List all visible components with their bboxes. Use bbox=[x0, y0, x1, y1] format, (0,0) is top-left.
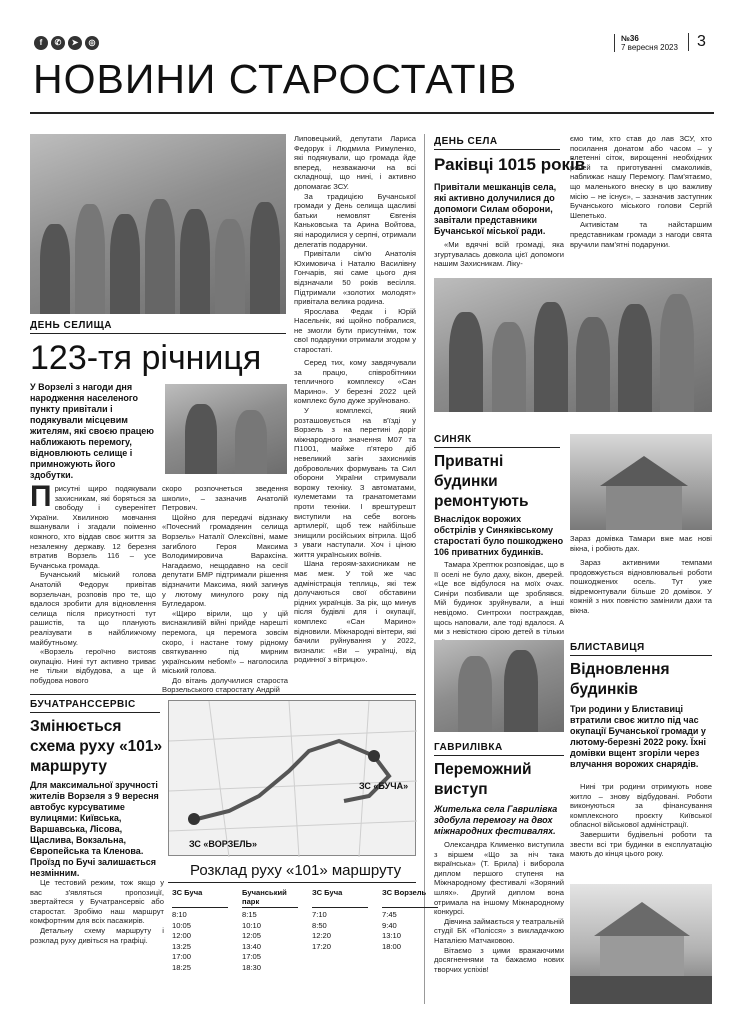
schedule-rule bbox=[168, 882, 416, 883]
headline-blystavytsia: Відновлення будинків bbox=[570, 661, 670, 698]
social-icons bbox=[34, 36, 99, 50]
schedule-time: 17:20 bbox=[312, 941, 332, 951]
syniak-house-photo bbox=[570, 434, 712, 530]
telegram-icon[interactable]: ➤ bbox=[68, 36, 82, 50]
blystavytsia-body bbox=[570, 782, 712, 878]
selyshche-group-photo bbox=[30, 134, 286, 314]
section-label: БЛИСТАВИЦЯ bbox=[570, 642, 645, 653]
paragraph: скоро розпочнеться зведення школи», – зазначив Анатолій Петрович. bbox=[162, 484, 288, 513]
issue-number: №36 bbox=[621, 34, 639, 43]
paragraph: Липовецький, депутати Лариса Федорук і Людмила Римуленко, які подякували, що громада йде вперед, незважаючи на всі складнощі, що нині, і активно допомагає ЗСУ. bbox=[294, 134, 416, 191]
paragraph: Щойно для передачі відзнаку «Почесний громадянин селища Ворзель» Наталії Олексіївні, маме загиблого Героя Максима Володимировича Вараксіна. Нагадаємо, нещодавно на сесії депутати БМР підтримали рішення відзначити Максима, який загинув у лютому минулого року під Бугледаром. bbox=[162, 512, 288, 609]
headline-syniak: Приватні будинки ремонтують bbox=[434, 453, 529, 510]
paragraph: «Ворзель героїчно вистояв окупацію. Нині тут активно триває не тільки відбудова, а ще й побудова нового bbox=[30, 647, 156, 685]
section-rule bbox=[434, 149, 560, 150]
paragraph: Детальну схему маршруту і розклад руху дивіться на графіці. bbox=[30, 925, 164, 945]
rakivtsi-group-photo bbox=[434, 278, 712, 412]
paragraph: Бучанський міський голова Анатолій Федорук привітав ворзельчан, розповів про те, що вдалося зробити для відновлення селища після присутності тут рашистів, та що планують реалізувати в найближчому майбутньому. bbox=[30, 570, 156, 647]
schedule-time: 8:50 bbox=[312, 920, 327, 930]
paragraph: Зараз активними темпами продовжується відновлювальні роботи пошкоджених осель. Тут уже відремонтували більше 20 домівок. У кожній з них повністю замінили дахи та вікна. bbox=[570, 558, 712, 615]
lead-bus: Для максимальної зручності жителів Ворзеля з 9 вересня автобус курсуватиме вулицями: Київська, Варшавська, Лісова, Щаслива, Вокзальна, Європейська та Кленова. Проїзд по Бучі залишається незмінним. bbox=[30, 780, 159, 878]
paragraph: Дівчина займається у театральній студії БК «Полісся» з викладачкою Наталією Матчаковою. bbox=[434, 916, 564, 945]
lead-selyshche: У Ворзелі з нагоди дня народження населеного пункту привітали і подякували місцевим жителям, які своєю працею наближають перемогу, відновлюють селище і примножують його здобутки. bbox=[30, 382, 154, 480]
stop-marker bbox=[188, 813, 200, 825]
schedule-column bbox=[382, 888, 438, 973]
schedule-time: 12:00 bbox=[172, 931, 192, 940]
lead-hruzivka: Жителька села Гаврилівка здобула перемогу на двох міжнародних фестивалях. bbox=[434, 804, 558, 836]
schedule-column bbox=[312, 888, 368, 973]
schedule-column bbox=[242, 888, 298, 973]
headline-hruzivka: Переможний виступ bbox=[434, 761, 532, 798]
headline-rakivtsi: Раківці 1015 років bbox=[434, 155, 586, 174]
schedule-time: 7:10 bbox=[312, 910, 327, 919]
section-label: СИНЯК bbox=[434, 434, 472, 445]
paragraph: Серед тих, кому завдячували за працю, співробітники тепличного комплексу «Сан Марино». У березні 2022 цей комплекс було дуже зруйновано. bbox=[294, 358, 416, 406]
page-number: 3 bbox=[688, 33, 706, 51]
schedule-time: 7:45 bbox=[382, 910, 397, 919]
schedule-time: 12:20 bbox=[312, 931, 332, 940]
section-rule bbox=[570, 655, 712, 656]
paragraph: Олександра Клименко виступила з віршем «Що за ніч така вкраїнська» (Т. Брила) і виборола диплом першого ступеня на Міжнародному фестивалі «Зоряний шлях». Другий диплом вона отримала на іншому Міжнародному конкурсі. bbox=[434, 840, 564, 917]
paragraph: У комплексі, який розташовується на в'їзді у Ворзель з на перетині доріг міжнародного значення М07 та П1001, майже п'ятеро діб невеликий загін захисників добровольчих формувань та Сил оборони України стримували ворожу техніку. З автоматами, кулеметами та гранатометами проти техніки. І врештурешт виступили на себе вогонь артилерії, щоб теж найбільше знищили російських вітрила. Щоб з уваги наступали. Хоч і ціною життя українських воїнів. bbox=[294, 405, 416, 559]
schedule-time: 13:40 bbox=[242, 941, 262, 951]
rakivtsi-col-2 bbox=[570, 134, 712, 274]
schedule-time: 8:15 bbox=[242, 910, 257, 919]
bus-body bbox=[30, 878, 164, 1004]
paragraph: Тамара Хрептюк розповідає, що в її оселі не було даху, вікон, дверей. «Це все відбулося на моїх очах. Синіри позбивали ще зроблявся. Мій будинок зруйнували, а інші невідомо. Синтрохи постраждав, щось наповали, але тоді вдалося. А ми з невісткою сірою детей в тільки bbox=[434, 560, 564, 637]
schedule-time: 17:05 bbox=[242, 952, 262, 961]
paragraph: рисутні щиро подякували захисникам, які боряться за свободу і суверенітет України. Хвилиною мовчання вшанували і згадали поіменно кожного, хто віддав своє життя за незалежну державу. 12 березня втратив Ворзель 116 – усе Бучанська громада. bbox=[30, 484, 156, 570]
issue-date: 7 вересня 2023 bbox=[621, 43, 678, 52]
schedule-column bbox=[172, 888, 228, 973]
map-label-bucha: ЗС «БУЧА» bbox=[359, 781, 409, 791]
schedule-time: 18:25 bbox=[172, 962, 192, 972]
schedule-table bbox=[172, 888, 438, 973]
instagram-icon[interactable]: ◎ bbox=[85, 36, 99, 50]
paragraph: ємо тим, хто став до лав ЗСУ, хто посилання донатом або часом – у плетенні сіток, вирощенні необхідних речей та приготуванні смаколиків, наближає нашу Перемогу. Пам'ятаємо, що маленького внеску в цю важливу місію – не існує», – зазначив заступник Бучанського міського голови Сергій Шепетько. bbox=[570, 134, 712, 220]
section-rule bbox=[30, 694, 416, 695]
masthead-rule bbox=[30, 112, 714, 114]
photo-caption: Зараз домівка Тамари вже має нові вікна, і робіють дах. bbox=[570, 534, 712, 553]
paragraph: «Ми вдячні всій громаді, яка згуртувалась довкола цієї допомоги нашим Захисникам. Ліку- bbox=[434, 240, 564, 269]
lead-blystavytsia: Три родини у Блиставиці втратили своє житло під час окупації Бучанської громади у лютому-березні 2022 року. Їхні домівки вщент згоріли через влучання ворожих снарядів. bbox=[570, 704, 707, 769]
section-label: ДЕНЬ СЕЛА bbox=[434, 136, 498, 147]
section-rule bbox=[30, 712, 160, 713]
schedule-title: Розклад руху «101» маршруту bbox=[190, 862, 402, 879]
stop-marker bbox=[368, 750, 380, 762]
selyshche-col-3-bottom bbox=[294, 358, 416, 706]
route-map[interactable] bbox=[168, 700, 416, 856]
selyshche-col-1 bbox=[30, 480, 156, 706]
section-rule bbox=[434, 447, 560, 448]
headline-bus: Змінюється схема руху «101» маршруту bbox=[30, 718, 163, 775]
schedule-header: ЗС Буча bbox=[172, 888, 228, 908]
selyshche-col-3-top bbox=[294, 134, 416, 354]
paragraph: Привітали сім'ю Анатолія Юхимовича і Наталю Василівну Гончарів, які саме цього дня відзначали 50 років весілля. Підтримали «золотих молодят» привітала велика родина. bbox=[294, 249, 416, 307]
paragraph: Ярослава Федак і Юрій Насельнік, які щойно побралися, не змогли бути присутніми, тож свої подарунки отримали згодом у старостаті. bbox=[294, 306, 416, 355]
paragraph: Активістам та найстаршим представникам громади з нагоди свята вручили пам'ятні подарунки. bbox=[570, 220, 712, 249]
schedule-header: ЗС Буча bbox=[312, 888, 368, 908]
paragraph: Це тестовий режим, тож якщо у вас з'являться пропозиції, звертайтеся у Бучатрансервіс або старостат. Зробімо наш маршрут комфортним для всіх пасажирів. bbox=[30, 878, 164, 926]
section-rule bbox=[30, 333, 286, 334]
schedule-time: 10:10 bbox=[242, 920, 262, 930]
paragraph: Завершити будівельні роботи та звести всі три будинки в експлуатацію мають до кінця цього року. bbox=[570, 829, 712, 859]
schedule-time: 9:40 bbox=[382, 920, 397, 930]
hruzivka-photo bbox=[434, 640, 564, 732]
award-photo bbox=[165, 384, 287, 474]
facebook-icon[interactable]: f bbox=[34, 36, 48, 50]
section-label: ГАВРИЛІВКА bbox=[434, 742, 503, 753]
paragraph: «Щиро вірили, що у цій виснажливій війні прийде нарешті перемога, ця перемога зовсім скоро, і настане тому рідному святкуванню під мирним українським небом!» – наголосила міський голова. bbox=[162, 608, 288, 676]
schedule-header: Бучанський парк bbox=[242, 888, 298, 908]
section-label: БУЧАТРАНССЕРВІС bbox=[30, 699, 136, 710]
lead-rakivtsi: Привітали мешканців села, які активно долучилися до допомоги Силам оборони, завітали представники Бучанської міської ради. bbox=[434, 182, 557, 236]
lead-syniak: Внаслідок ворожих обстрілів у Синяківському старостаті було пошкоджено 106 приватних будинків. bbox=[434, 514, 564, 557]
schedule-time: 13:10 bbox=[382, 931, 402, 940]
issue-info bbox=[614, 34, 678, 52]
paragraph: Вітаємо з цими вражаючими досягненнями та бажаємо нових творчих успіхів! bbox=[434, 945, 564, 974]
hruzivka-body bbox=[434, 840, 564, 1004]
schedule-time: 17:00 bbox=[172, 952, 192, 961]
paragraph: За традицією Бучанської громади у День селища щасливі батьки немовлят Євгенія Каньковська та Арина Войтова, які народилися у серпні, отримали делегатів подарунки. bbox=[294, 191, 416, 249]
paragraph: Нині три родини отримують нове житло – знову відбудовані. Роботи виконуються за фінансування комплексного проєкту Київської обласної військової адміністрації. bbox=[570, 782, 712, 830]
section-label: ДЕНЬ СЕЛИЩА bbox=[30, 320, 112, 331]
schedule-time: 8:10 bbox=[172, 910, 187, 919]
paragraph: До вітань долучилися староста Ворзельського старостату Андрій bbox=[162, 675, 288, 695]
syniak-col-2 bbox=[570, 558, 712, 624]
section-rule bbox=[434, 755, 564, 756]
paragraph: Шана героям-захисникам не має меж. У той же час адміністрація теплиць, які теж долучаються свої обставини рідних українців. За рік, що минув після будівлі для і окупації, комплекс «Сан Марино» відновили. Міжнародні вінтери, які бачили руйнування у 2022, визнали: «Ви – українці, від родинної з вітрицю». bbox=[294, 559, 416, 665]
headline-selyshche: 123-тя річниця bbox=[30, 339, 262, 377]
syniak-col-1 bbox=[434, 560, 564, 637]
rakivtsi-col-1 bbox=[434, 240, 564, 270]
column-divider bbox=[424, 134, 425, 1004]
viber-icon[interactable]: ✆ bbox=[51, 36, 65, 50]
schedule-time: 12:05 bbox=[242, 931, 262, 940]
selyshche-col-2 bbox=[162, 484, 288, 706]
dropcap: П bbox=[30, 480, 52, 513]
page-title: НОВИНИ СТАРОСТАТІВ bbox=[33, 56, 518, 102]
schedule-time: 13:25 bbox=[172, 941, 192, 951]
schedule-time: 18:00 bbox=[382, 941, 402, 951]
blystavytsia-house-photo bbox=[570, 884, 712, 1004]
map-label-vorzel: ЗС «ВОРЗЕЛЬ» bbox=[189, 839, 258, 849]
schedule-header: ЗС Ворзель bbox=[382, 888, 438, 908]
schedule-time: 18:30 bbox=[242, 962, 262, 972]
route-map-svg bbox=[169, 701, 417, 857]
schedule-time: 10:05 bbox=[172, 920, 192, 930]
